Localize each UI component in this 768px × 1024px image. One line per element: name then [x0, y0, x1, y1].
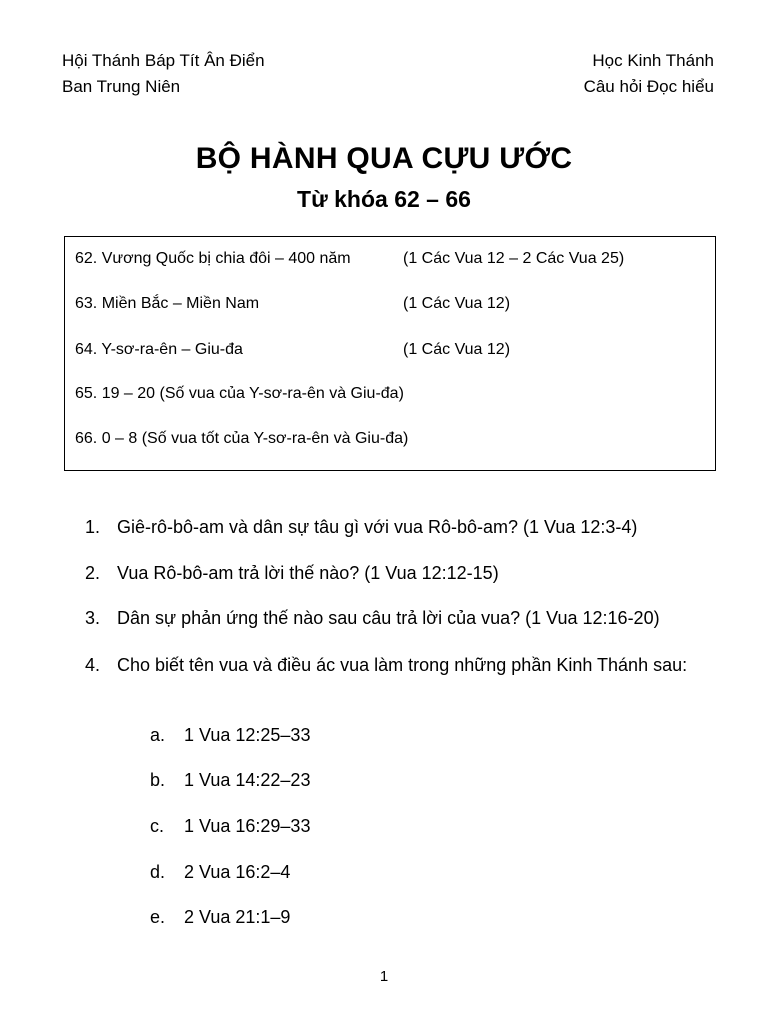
- keyword-row: [75, 294, 511, 314]
- keyword-reference: (1 Các Vua 12): [403, 341, 511, 358]
- question-type: Câu hỏi Đọc hiểu: [583, 77, 714, 96]
- sub-item-letter: e.: [150, 907, 166, 927]
- page-number: 1: [379, 968, 389, 985]
- sub-item-letter: d.: [150, 862, 166, 882]
- keyword-text: 63. Miền Bắc – Miền Nam: [75, 295, 260, 312]
- sub-item-letter: b.: [150, 770, 166, 790]
- question-text: Vua Rô-bô-am trả lời thế nào? (1 Vua 12:12-15): [117, 563, 499, 583]
- keyword-text: 65. 19 – 20 (Số vua của Y-sơ-ra-ên và Giu-đa): [75, 385, 404, 402]
- question-text: Dân sự phản ứng thế nào sau câu trả lời của vua? (1 Vua 12:16-20): [117, 608, 660, 628]
- department-name: Ban Trung Niên: [62, 77, 181, 96]
- header-left: [62, 48, 265, 100]
- keyword-reference: (1 Các Vua 12 – 2 Các Vua 25): [403, 250, 625, 267]
- document-subtitle: Từ khóa 62 – 66: [297, 186, 471, 212]
- question-text: Cho biết tên vua và điều ác vua làm trong những phần Kinh Thánh sau:: [117, 655, 688, 675]
- keyword-text: 64. Y-sơ-ra-ên – Giu-đa: [75, 341, 243, 358]
- document-title: BỘ HÀNH QUA CỰU ƯỚC: [195, 142, 573, 175]
- sub-item-text: 1 Vua 16:29–33: [184, 816, 311, 836]
- keyword-row: [75, 340, 511, 360]
- keyword-row: [75, 249, 625, 269]
- keywords-box: [64, 236, 716, 471]
- keyword-reference: (1 Các Vua 12): [403, 295, 511, 312]
- sub-item-text: 2 Vua 16:2–4: [184, 862, 291, 882]
- question-number: 4.: [85, 655, 101, 675]
- church-name: Hội Thánh Báp Tít Ân Điển: [62, 51, 265, 70]
- sub-item-text: 2 Vua 21:1–9: [184, 907, 291, 927]
- study-type: Học Kinh Thánh: [592, 51, 714, 70]
- sub-item-letter: c.: [150, 816, 165, 836]
- keyword-text: 62. Vương Quốc bị chia đôi – 400 năm: [75, 250, 351, 267]
- keyword-row: [75, 384, 404, 404]
- sub-item-text: 1 Vua 14:22–23: [184, 770, 311, 790]
- keyword-text: 66. 0 – 8 (Số vua tốt của Y-sơ-ra-ên và Giu-đa): [75, 430, 409, 447]
- question-number: 2.: [85, 563, 101, 583]
- sub-item-letter: a.: [150, 725, 166, 745]
- keyword-row: [75, 429, 408, 449]
- question-number: 3.: [85, 608, 101, 628]
- question-text: Giê-rô-bô-am và dân sự tâu gì với vua Rô-bô-am? (1 Vua 12:3-4): [117, 517, 638, 537]
- question-number: 1.: [85, 517, 101, 537]
- sub-item-text: 1 Vua 12:25–33: [184, 725, 311, 745]
- header-right: [584, 48, 714, 100]
